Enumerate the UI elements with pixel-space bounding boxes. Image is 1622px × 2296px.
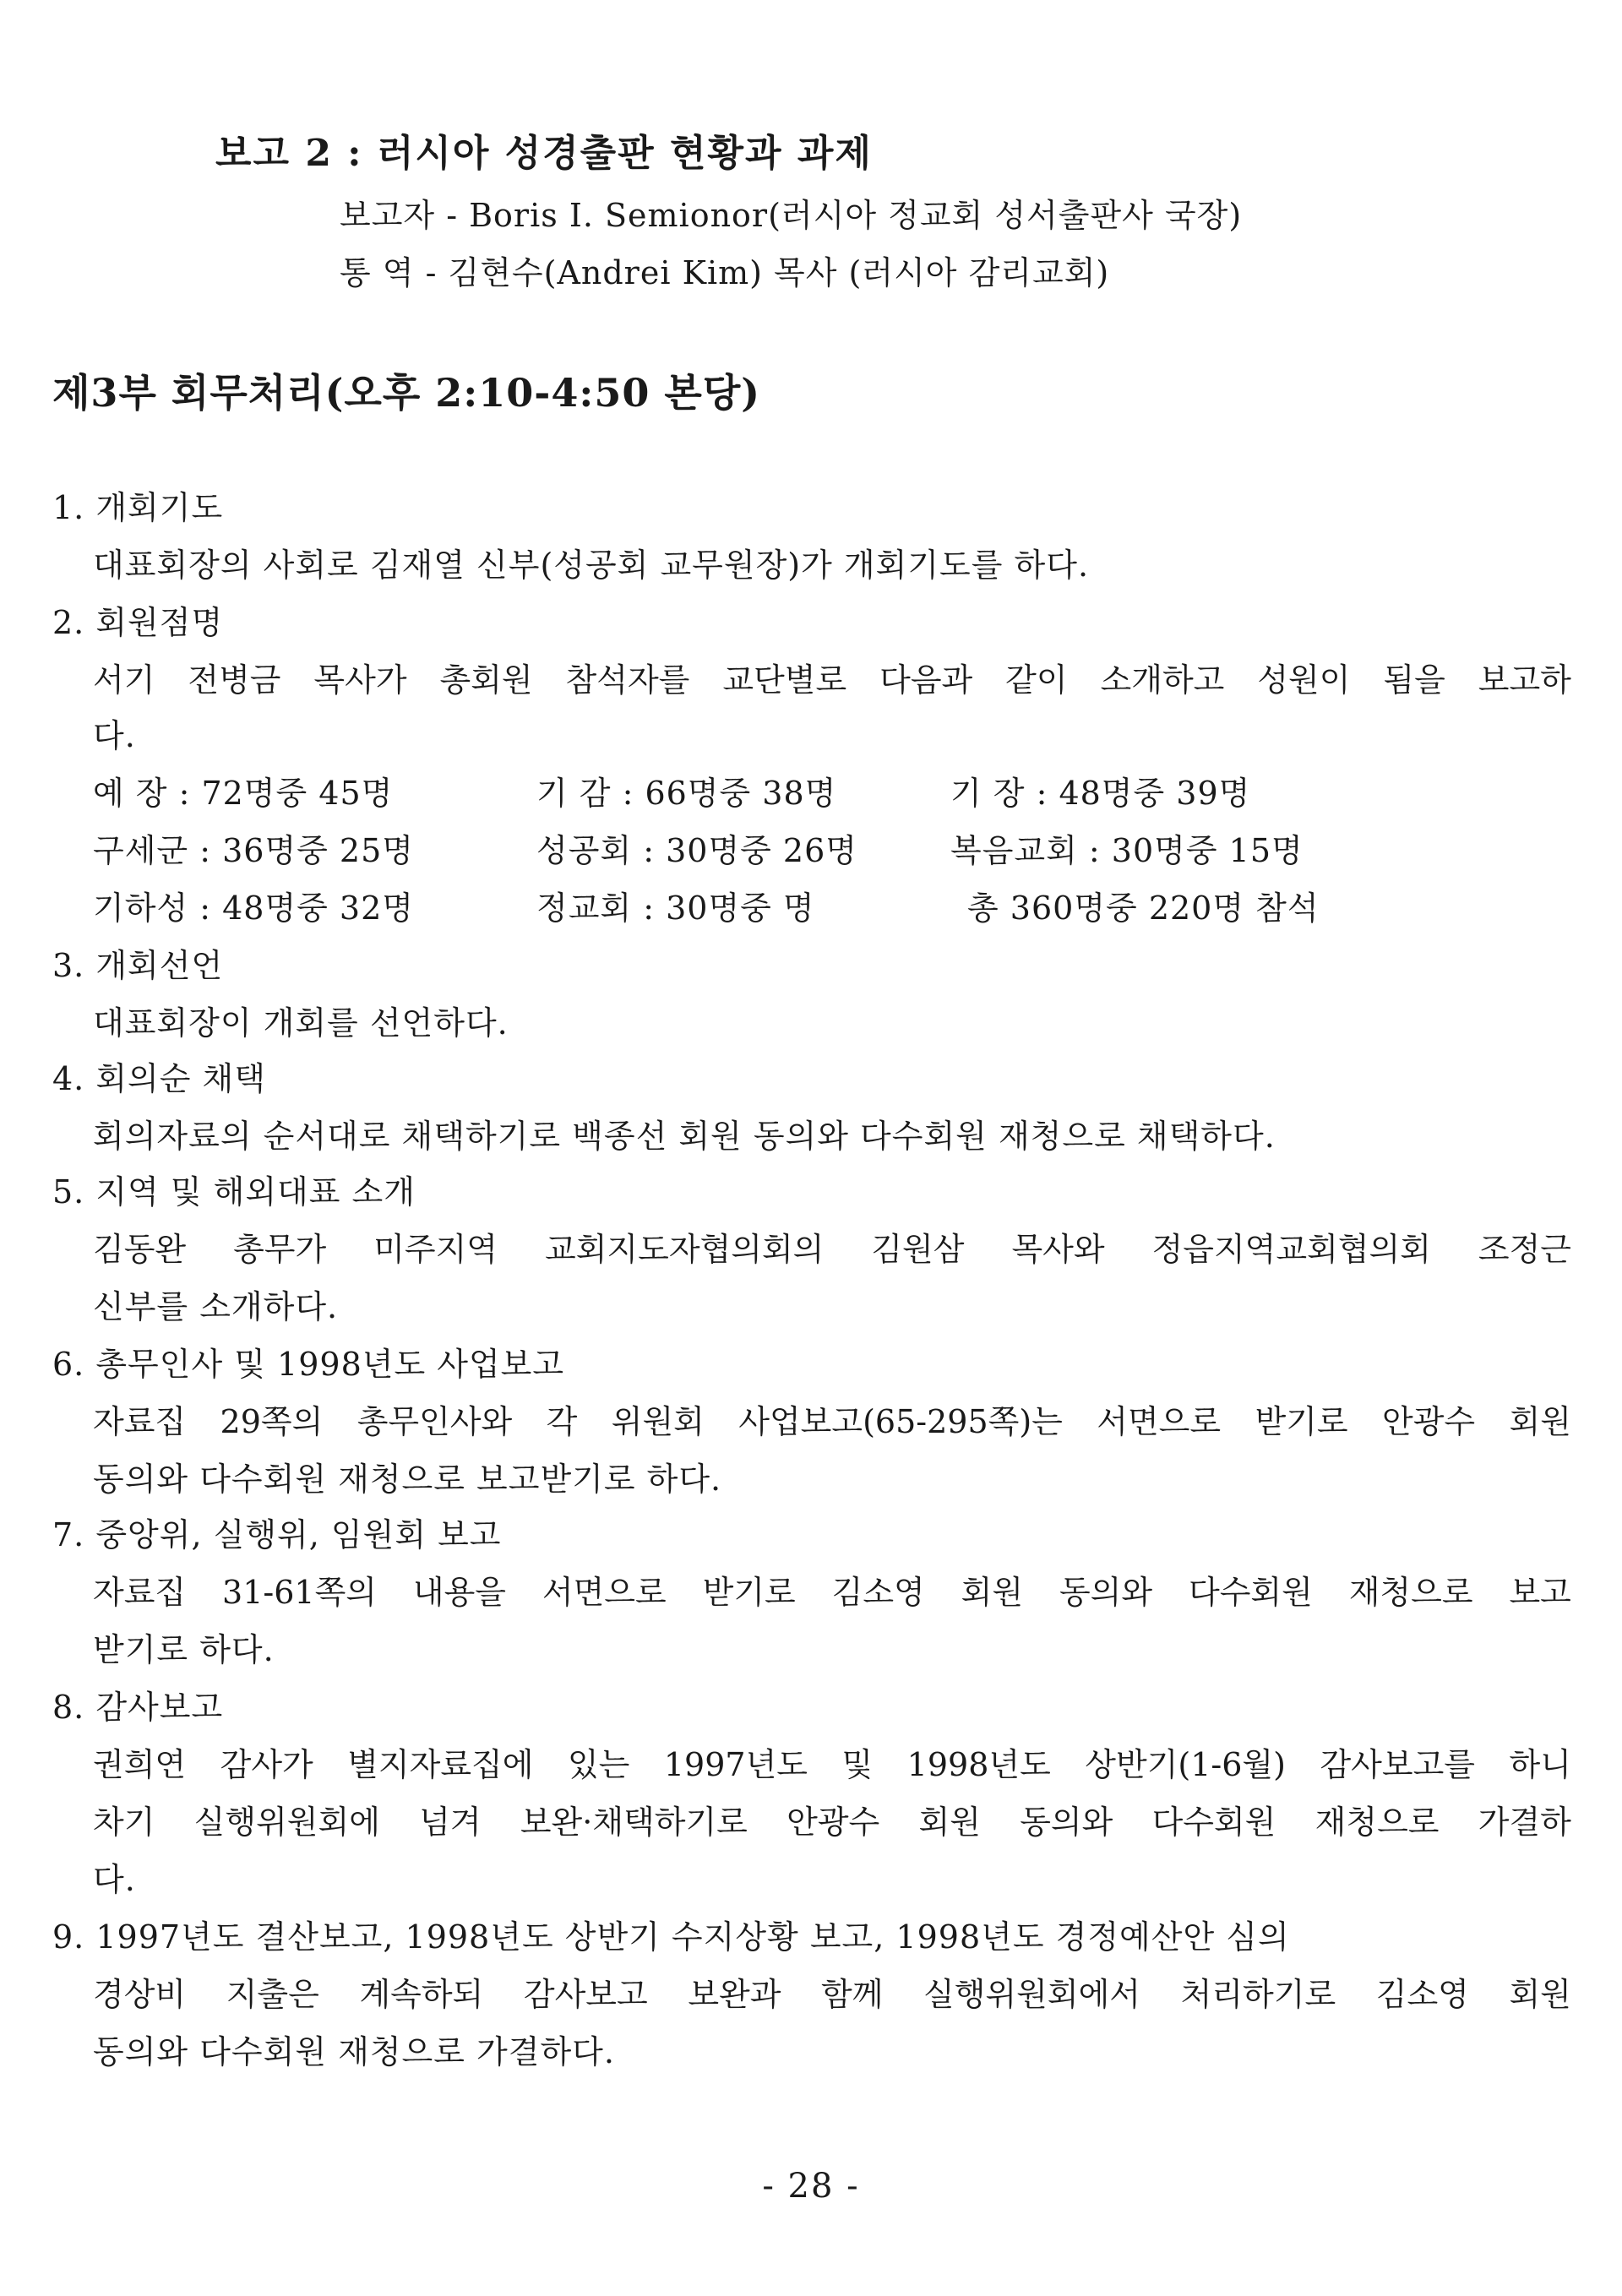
item-body-line: 회의자료의 순서대로 채택하기로 백종선 회원 동의와 다수회원 재청으로 채택하다. xyxy=(93,1118,1276,1155)
word: 김원삼 xyxy=(871,1231,965,1268)
word: 받기로 xyxy=(702,1574,796,1611)
word: 보완과 xyxy=(688,1976,781,2013)
word: 정읍지역교회협의회 xyxy=(1151,1231,1431,1268)
item-body-line xyxy=(93,1976,1571,2013)
page-number: - 28 - xyxy=(762,2167,860,2206)
word: 감사보고를 xyxy=(1320,1746,1475,1783)
word: 실행위원회에서 xyxy=(923,1976,1141,2013)
word: 경상비 xyxy=(93,1976,187,2013)
word: 참석자를 xyxy=(565,661,690,699)
item-body-line xyxy=(93,1746,1571,1783)
word: 서기 xyxy=(93,661,155,699)
attendance-cell: 구세군 : 36명중 25명 xyxy=(93,832,414,869)
word: 다음과 xyxy=(879,661,973,699)
word: 서면으로 xyxy=(1097,1403,1222,1440)
interpreter-line: 통 역 - 김현수(Andrei Kim) 목사 (러시아 감리교회) xyxy=(340,254,1110,291)
word: 재청으로 xyxy=(1314,1804,1440,1841)
item-heading: 4. 회의순 채택 xyxy=(52,1060,266,1097)
word: 총무가 xyxy=(233,1231,327,1268)
item-heading: 2. 회원점명 xyxy=(52,604,224,641)
attendance-cell: 총 360명중 220명 참석 xyxy=(967,890,1320,927)
item-heading: 6. 총무인사 및 1998년도 사업보고 xyxy=(52,1346,565,1383)
word: 김소영 xyxy=(831,1574,925,1611)
word: 됨을 xyxy=(1383,661,1445,699)
word: 지출은 xyxy=(226,1976,319,2013)
word: 목사와 xyxy=(1011,1231,1105,1268)
item-body-line xyxy=(93,1403,1571,1440)
item-heading: 8. 감사보고 xyxy=(52,1689,224,1726)
word: 상반기(1-6월) xyxy=(1085,1746,1286,1783)
word: 넘겨 xyxy=(419,1804,482,1841)
item-body-line xyxy=(93,1574,1571,1611)
word: 보고하 xyxy=(1478,661,1571,699)
report-title: 보고 2 : 러시아 성경출판 현황과 과제 xyxy=(215,132,873,175)
item-heading: 5. 지역 및 해외대표 소개 xyxy=(52,1173,416,1211)
item-body-line: 대표회장의 사회로 김재열 신부(성공회 교무원장)가 개회기도를 하다. xyxy=(93,547,1090,584)
reporter-line: 보고자 - Boris I. Semionor(러시아 정교회 성서출판사 국장) xyxy=(340,197,1243,234)
word: 목사가 xyxy=(313,661,407,699)
item-body-line xyxy=(93,1231,1571,1268)
word: 회원 xyxy=(961,1574,1024,1611)
word: 자료집 xyxy=(93,1403,187,1440)
word: 1997년도 xyxy=(663,1746,808,1783)
word: 사업보고(65-295쪽)는 xyxy=(738,1403,1063,1440)
word: 및 xyxy=(841,1746,874,1783)
word: 같이 xyxy=(1005,661,1068,699)
item-body-line: 다. xyxy=(93,717,136,754)
word: 내용을 xyxy=(412,1574,506,1611)
attendance-cell: 정교회 : 30명중 명 xyxy=(536,890,815,927)
word: 하니 xyxy=(1509,1746,1571,1783)
word: 김소영 xyxy=(1375,1976,1469,2013)
word: 별지자료집에 xyxy=(347,1746,534,1783)
item-body-line xyxy=(93,661,1571,699)
item-body-line: 신부를 소개하다. xyxy=(93,1288,339,1325)
word: 조정근 xyxy=(1478,1231,1571,1268)
word: 보고 xyxy=(1509,1574,1571,1611)
word: 차기 xyxy=(93,1804,155,1841)
word: 29쪽의 xyxy=(220,1403,324,1440)
word: 실행위원회에 xyxy=(193,1804,380,1841)
word: 안광수 xyxy=(1382,1403,1476,1440)
item-body-line xyxy=(93,1804,1571,1841)
attendance-cell: 복음교회 : 30명중 15명 xyxy=(950,832,1304,869)
section-title: 제3부 회무처리(오후 2:10-4:50 본당) xyxy=(52,370,761,416)
word: 각 xyxy=(546,1403,578,1440)
attendance-cell: 성공회 : 30명중 26명 xyxy=(536,832,857,869)
word: 자료집 xyxy=(93,1574,187,1611)
word: 처리하기로 xyxy=(1180,1976,1336,2013)
word: 김동완 xyxy=(93,1231,187,1268)
item-heading: 3. 개회선언 xyxy=(52,947,224,984)
word: 1998년도 xyxy=(906,1746,1051,1783)
word: 보완·채택하기로 xyxy=(520,1804,748,1841)
word: 성원이 xyxy=(1257,661,1351,699)
attendance-cell: 기하성 : 48명중 32명 xyxy=(93,890,414,927)
word: 회원 xyxy=(1509,1976,1571,2013)
item-heading: 9. 1997년도 결산보고, 1998년도 상반기 수지상황 보고, 1998년도 경정예산안 심의 xyxy=(52,1918,1290,1956)
word: 있는 xyxy=(567,1746,630,1783)
item-heading: 7. 중앙위, 실행위, 임원회 보고 xyxy=(52,1516,502,1553)
item-body-line: 대표회장이 개회를 선언하다. xyxy=(93,1004,509,1042)
word: 총회원 xyxy=(439,661,533,699)
word: 총무인사와 xyxy=(357,1403,513,1440)
word: 전병금 xyxy=(188,661,281,699)
word: 받기로 xyxy=(1255,1403,1348,1440)
word: 권희연 xyxy=(93,1746,187,1783)
item-body-line: 받기로 하다. xyxy=(93,1631,275,1668)
word: 동의와 xyxy=(1059,1574,1153,1611)
attendance-cell: 기 감 : 66명중 38명 xyxy=(536,775,837,812)
word: 감사가 xyxy=(220,1746,313,1783)
word: 재청으로 xyxy=(1348,1574,1473,1611)
item-body-line: 다. xyxy=(93,1861,136,1898)
word: 함께 xyxy=(821,1976,884,2013)
word: 미주지역 xyxy=(373,1231,498,1268)
word: 교회지도자협의회의 xyxy=(545,1231,825,1268)
word: 계속하되 xyxy=(359,1976,484,2013)
word: 회원 xyxy=(1509,1403,1571,1440)
item-body-line: 동의와 다수회원 재청으로 가결하다. xyxy=(93,2033,615,2070)
word: 다수회원 xyxy=(1188,1574,1313,1611)
word: 동의와 xyxy=(1020,1804,1113,1841)
word: 31-61쪽의 xyxy=(222,1574,377,1611)
word: 교단별로 xyxy=(722,661,847,699)
word: 서면으로 xyxy=(542,1574,667,1611)
item-body-line: 동의와 다수회원 재청으로 보고받기로 하다. xyxy=(93,1461,722,1498)
word: 다수회원 xyxy=(1151,1804,1276,1841)
word: 회원 xyxy=(918,1804,981,1841)
word: 감사보고 xyxy=(523,1976,648,2013)
attendance-cell: 예 장 : 72명중 45명 xyxy=(93,775,394,812)
word: 위원회 xyxy=(611,1403,705,1440)
item-heading: 1. 개회기도 xyxy=(52,489,224,526)
attendance-cell: 기 장 : 48명중 39명 xyxy=(950,775,1251,812)
word: 가결하 xyxy=(1478,1804,1571,1841)
word: 소개하고 xyxy=(1100,661,1225,699)
word: 안광수 xyxy=(787,1804,880,1841)
